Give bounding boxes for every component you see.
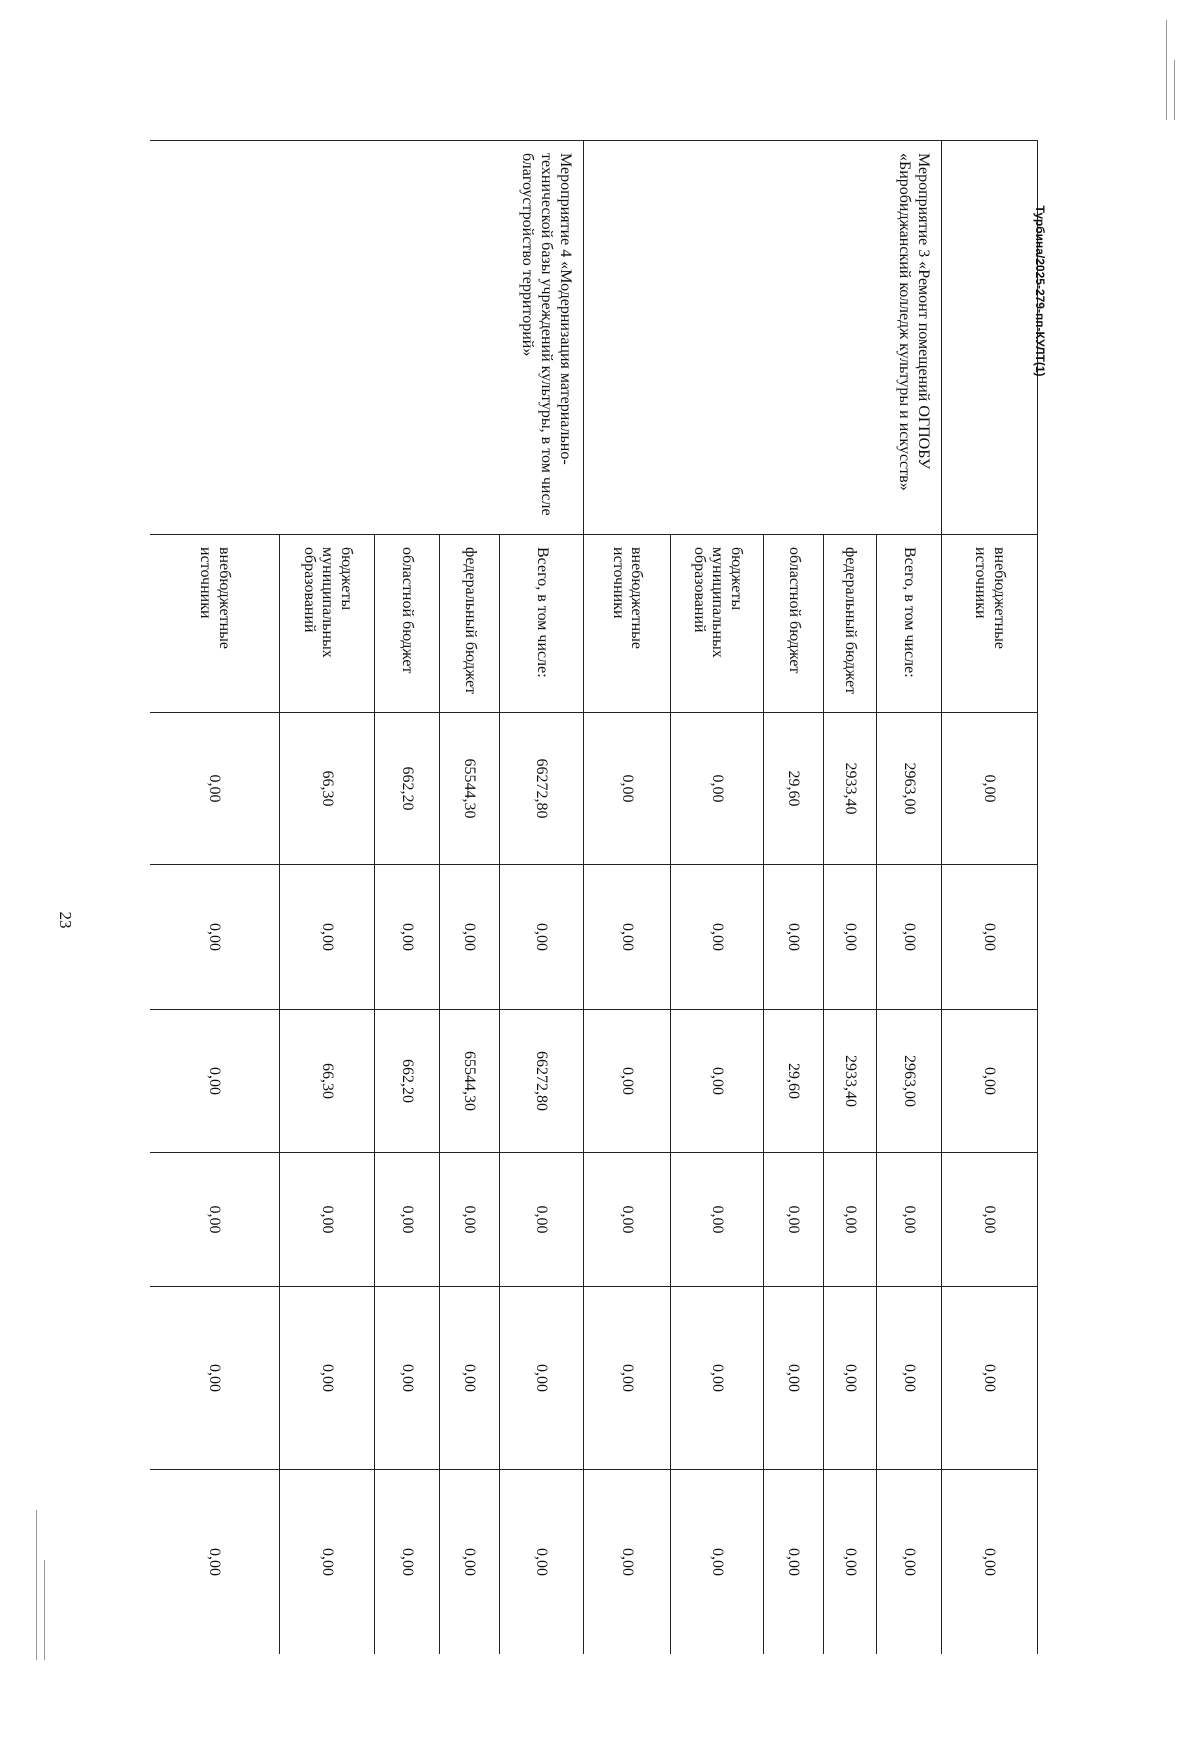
document-code bbox=[1033, 205, 1047, 377]
value-cell: 0,00 bbox=[942, 713, 1038, 865]
value-cell: 0,00 bbox=[280, 1470, 375, 1655]
measure-cell bbox=[942, 141, 1038, 535]
value-cell: 0,00 bbox=[584, 713, 671, 865]
value-cell: 2963,00 bbox=[877, 1010, 942, 1153]
scan-artifact-line bbox=[1174, 60, 1175, 120]
value-cell: 0,00 bbox=[942, 1010, 1038, 1153]
value-cell: 0,00 bbox=[500, 1470, 584, 1655]
value-cell: 0,00 bbox=[824, 1287, 877, 1470]
value-cell: 0,00 bbox=[824, 1153, 877, 1287]
value-cell: 0,00 bbox=[375, 1470, 440, 1655]
value-cell: 0,00 bbox=[500, 1153, 584, 1287]
source-cell: внебюджетные источники bbox=[942, 535, 1038, 713]
measure-cell: Мероприятие 3 «Ремонт помещений ОГПОБУ «Биробиджанский колледж культуры и искусств» bbox=[584, 141, 942, 535]
source-cell: внебюджетные источники bbox=[150, 535, 280, 713]
value-cell: 0,00 bbox=[500, 1287, 584, 1470]
value-cell: 0,00 bbox=[942, 1153, 1038, 1287]
value-cell: 66,30 bbox=[280, 1010, 375, 1153]
value-cell: 0,00 bbox=[824, 1470, 877, 1655]
source-cell: федеральный бюджет bbox=[824, 535, 877, 713]
source-cell: областной бюджет bbox=[375, 535, 440, 713]
value-cell: 0,00 bbox=[150, 1010, 280, 1153]
value-cell: 65544,30 bbox=[440, 1010, 500, 1153]
value-cell: 0,00 bbox=[584, 1470, 671, 1655]
value-cell: 0,00 bbox=[440, 1470, 500, 1655]
value-cell: 662,20 bbox=[375, 1010, 440, 1153]
value-cell: 0,00 bbox=[877, 1287, 942, 1470]
value-cell: 29,60 bbox=[764, 1010, 824, 1153]
value-cell: 65544,30 bbox=[440, 713, 500, 865]
value-cell: 0,00 bbox=[584, 865, 671, 1010]
value-cell: 0,00 bbox=[671, 1287, 764, 1470]
value-cell: 0,00 bbox=[440, 1287, 500, 1470]
value-cell: 0,00 bbox=[440, 865, 500, 1010]
value-cell: 0,00 bbox=[440, 1153, 500, 1287]
value-cell: 0,00 bbox=[764, 1287, 824, 1470]
value-cell: 0,00 bbox=[764, 1153, 824, 1287]
source-cell: бюджеты муниципальных образований bbox=[280, 535, 375, 713]
value-cell: 0,00 bbox=[500, 865, 584, 1010]
value-cell: 0,00 bbox=[584, 1010, 671, 1153]
value-cell: 66272,80 bbox=[500, 1010, 584, 1153]
value-cell: 0,00 bbox=[764, 865, 824, 1010]
value-cell: 0,00 bbox=[877, 1153, 942, 1287]
table-row bbox=[877, 141, 942, 1655]
value-cell: 2933,40 bbox=[824, 1010, 877, 1153]
source-cell: областной бюджет bbox=[764, 535, 824, 713]
value-cell: 0,00 bbox=[375, 1153, 440, 1287]
value-cell: 66272,80 bbox=[500, 713, 584, 865]
scan-artifact-line bbox=[44, 1560, 45, 1660]
value-cell: 0,00 bbox=[942, 1470, 1038, 1655]
value-cell: 0,00 bbox=[942, 865, 1038, 1010]
page-number: 23 bbox=[56, 911, 75, 929]
value-cell: 2933,40 bbox=[824, 713, 877, 865]
value-cell: 0,00 bbox=[671, 1153, 764, 1287]
source-cell: Всего, в том числе: bbox=[500, 535, 584, 713]
value-cell: 0,00 bbox=[824, 865, 877, 1010]
value-cell: 0,00 bbox=[150, 1153, 280, 1287]
document-code-text: Турбина/2025-279-пп-КУЛТ(1) bbox=[1033, 205, 1047, 377]
value-cell: 0,00 bbox=[150, 865, 280, 1010]
value-cell: 0,00 bbox=[671, 1470, 764, 1655]
measure-cell: Мероприятие 4 «Модернизация материально-технической базы учреждений культуры, в том числе благоустройство территорий» bbox=[150, 141, 584, 535]
table-row bbox=[942, 141, 1038, 1655]
table-container bbox=[150, 140, 1038, 1654]
value-cell: 0,00 bbox=[942, 1287, 1038, 1470]
value-cell: 0,00 bbox=[584, 1153, 671, 1287]
funding-table bbox=[150, 140, 1038, 1654]
value-cell: 0,00 bbox=[877, 1470, 942, 1655]
value-cell: 29,60 bbox=[764, 713, 824, 865]
value-cell: 0,00 bbox=[764, 1470, 824, 1655]
scan-artifact-line bbox=[1166, 20, 1167, 120]
source-cell: внебюджетные источники bbox=[584, 535, 671, 713]
value-cell: 0,00 bbox=[671, 713, 764, 865]
value-cell: 662,20 bbox=[375, 713, 440, 865]
scan-artifact-line bbox=[36, 1510, 37, 1660]
value-cell: 0,00 bbox=[150, 1470, 280, 1655]
value-cell: 0,00 bbox=[280, 1153, 375, 1287]
value-cell: 0,00 bbox=[375, 865, 440, 1010]
value-cell: 0,00 bbox=[671, 1010, 764, 1153]
value-cell: 66,30 bbox=[280, 713, 375, 865]
value-cell: 0,00 bbox=[584, 1287, 671, 1470]
value-cell: 0,00 bbox=[671, 865, 764, 1010]
value-cell: 2963,00 bbox=[877, 713, 942, 865]
source-cell: федеральный бюджет bbox=[440, 535, 500, 713]
table-row bbox=[500, 141, 584, 1655]
value-cell: 0,00 bbox=[280, 1287, 375, 1470]
value-cell: 0,00 bbox=[150, 713, 280, 865]
value-cell: 0,00 bbox=[150, 1287, 280, 1470]
value-cell: 0,00 bbox=[375, 1287, 440, 1470]
source-cell: Всего, в том числе: bbox=[877, 535, 942, 713]
value-cell: 0,00 bbox=[280, 865, 375, 1010]
source-cell: бюджеты муниципальных образований bbox=[671, 535, 764, 713]
value-cell: 0,00 bbox=[877, 865, 942, 1010]
